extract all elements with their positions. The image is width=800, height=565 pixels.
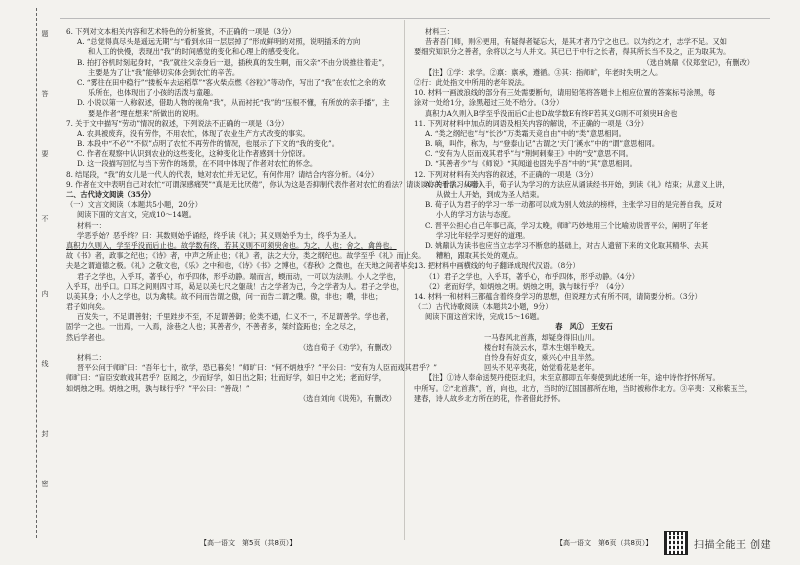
right-text-line: （1）君子之学也，入乎耳，著乎心，布乎四体，形乎动静。（4分）	[425, 271, 639, 281]
right-text-line: C. 晋平公担心自己年事已高，学习太晚，师旷巧妙地用三个比喻劝说晋平公，阐明了年老	[425, 220, 708, 230]
right-text-line: 建春，诗人故乡北方所在的花，作者借此抒怀。	[414, 393, 565, 403]
top-rule	[60, 18, 770, 19]
right-text-line: 中所写。②“北首燕”，首，向也，北方，当时的辽国国都所在地，当时被称作北方。③辛夷：又称紫玉兰，	[414, 383, 752, 393]
binding-label: 不	[41, 215, 49, 222]
left-text-line: 真积力久则入，学至乎没而后止也。故学数有终，若其义则不可须臾舍也。为之，人也；舍之，禽兽也。	[66, 240, 397, 250]
left-text-line: 君子如向矣。	[66, 302, 110, 312]
left-text-line: 8. 结尾段，“我”的女儿是一代人的代表，她对农忙并无记忆，有何作用？请结合内容分析。（4分）	[66, 169, 379, 179]
binding-label: 题	[41, 30, 49, 37]
left-text-line: 学恶乎始？恶乎终？曰：其数则始乎诵经，终乎读《礼》；其义则始乎为士，终乎为圣人。	[77, 230, 361, 240]
left-text-line: 君子之学也，入乎耳，著乎心，布乎四体，形乎动静。端而言，蝡而动，一可以为法则。小人之学也，	[77, 271, 401, 281]
left-text-line: C. 作者在观察中认识到农业的这些变化，这种变化让作者感到十分惊讶。	[77, 149, 310, 159]
left-text-line: 材料二：	[77, 353, 106, 362]
right-text-line: 小人的学习方法与态度。	[436, 210, 516, 220]
right-text-line: 阅读下面这首宋诗，完成15～16题。	[425, 312, 544, 322]
left-text-line: 夫是之谓道德之极。《礼》之敬文也，《乐》之中和也，《诗》《书》之博也，《春秋》之微也，在天地之间者毕矣。	[66, 261, 422, 271]
right-text-line: 材料三：	[425, 27, 454, 36]
page-footer-right: 【高一语文 第6页（共8页）】	[556, 539, 653, 547]
watermark-text: 扫描全能王 创建	[694, 539, 772, 551]
binding-label: 要	[41, 150, 49, 157]
right-text-line: （选自姚鼐《仪郑堂记》，有删改）	[642, 57, 754, 67]
left-text-line: 要是作者“理在想来”所做出的说明。	[88, 108, 204, 118]
right-text-line: 昔者吾门师，则⑥更用，有疑得者疑忘大，是其才者乃宁之也已。以为约之才，志学不足。又如	[425, 37, 727, 47]
left-text-line: B. 拍打谷机时刻起身时，“我”就往父亲身后一退，插秧真的发生啊，而父亲“不由分说推往着走”，	[77, 57, 390, 67]
left-text-line: 入乎耳，出乎口。口耳之间则四寸耳，曷足以美七尺之躯哉！古之学者为己，今之学者为人。君子之学也，	[66, 281, 404, 291]
left-text-line: 材料一：	[77, 220, 106, 230]
left-text-line: 如炳烛之明。炳烛之明，孰与昧行乎？”平公曰：“善哉！”	[66, 383, 250, 393]
binding-dashed-line	[36, 8, 37, 538]
left-text-line: 固学一之也。一出焉，一入焉，涂巷之人也；其善者少，不善者多，桀纣盗跖也；全之尽之，	[66, 322, 361, 332]
right-text-line: 14. 材料一和材料三都蕴含着终身学习的思想，但说理方式有所不同，请简要分析。（3分）	[414, 291, 702, 301]
right-text-line: 12. 下列对材料有关内容的叙述，不正确的一项是（3分）	[414, 169, 598, 179]
right-text-line: 【注】①诗人奉命送契丹使臣北归，未至京都即五年奏使到此述所一年，途中诗作抒怀所写。	[425, 373, 720, 383]
right-text-line: 真积力A久则入B学至乎没而后C止也D故学数E有终F若其义G则不可须臾H舍也	[425, 108, 678, 118]
left-text-line: D. 小说以第一人称叙述，借助人物的视角“我”，从而衬托“我”的“压根不懂，有所放的亲手播”，主	[77, 98, 390, 108]
right-text-line: 10. 材料一画波浪线的部分有三处需要断句，请用铅笔将答题卡上相应位置的答案标号涂黑，每	[414, 88, 716, 98]
left-text-line: A. “总觉得真尽头是遥远无期”与“看到水田一层层掉了”形成鲜明的对照，说明插禾的方向	[77, 37, 361, 47]
right-text-line: 一马春风北首燕，却疑身得旧山川。	[484, 332, 600, 342]
right-text-line: D. “其善者少”与《师说》“其闻道也固先乎吾”中的“其”意思相同。	[425, 159, 637, 169]
right-text-line: A. 关于学习从哪入手，荀子认为学习的方法应从诵读经书开始，到读《礼》结束；从意义上讲，	[425, 179, 730, 189]
right-text-line: 糟粕，跟取其长处的观点。	[436, 251, 523, 261]
left-text-line: 7. 关于文中描写“劳动”情况的叙述，下列说法不正确的一项是（3分）	[66, 118, 289, 128]
left-text-line: B. 本段中“不必”“不似”点明了农忙不再劳作的情况，也展示了下文的“我的变化”。	[77, 139, 339, 149]
binding-label: 线	[41, 360, 49, 367]
right-text-line: 涂对一处给1分，涂黑超过三处不给分。（3分）	[414, 98, 564, 108]
left-text-line: （选自荀子《劝学》，有删改）	[298, 342, 396, 352]
scanner-watermark	[664, 531, 771, 555]
right-text-line: B. 荀子认为君子的学习一举一动都可以成为别人效法的榜样，主张学习目的是完善自我，反对	[425, 200, 723, 210]
right-text-line: 从做士人开始，到成为圣人结束。	[436, 190, 544, 199]
binding-label: 封	[41, 430, 49, 437]
right-text-line: 11. 下列对材料中加点的词语及相关内容的解说，不正确的一项是（3分）	[414, 118, 648, 128]
right-text-line: B. 嘀，叫作，称为，与“登泰山记”古谓之‘天门’溪水”中的“谓”意思相同。	[425, 139, 660, 149]
left-text-line: 9. 作者在文中表明自己对农忙“可谓深感痛哭”“真是无比厌倦”，你认为这是否抑制代表作者对农忙的看法？请谈谈你的看法。（6分）	[66, 179, 487, 189]
right-text-line: 自怜身有好贞女，乘兴心中且半然。	[484, 353, 600, 362]
right-text-line: （2）老而好学，如炳烛之明。炳烛之明，孰与昧行乎？（4分）	[425, 281, 629, 291]
left-text-line: 和人工的快慢，表现出“我”的时间感觉的变化和心理上的感受变化。	[88, 47, 304, 57]
right-text-line: 回头不见辛夷花，始觉看花是老年。	[484, 363, 600, 373]
right-text-line: 要细究知识分之善者，余将以之与人并文。其已已于中行之长者，得其所长当不及之，正为取其为。	[414, 47, 731, 57]
right-text-line: 13. 把材料中画横线的句子翻译成现代汉语。（8分）	[414, 261, 580, 271]
left-text-line: A. 农具被废弃，没有劳作，不用农忙，体现了农业生产方式改变的事实。	[77, 128, 310, 138]
left-text-line: 故《书》者，政事之纪也；《诗》者，中声之所止也；《礼》者，法之大分，类之纲纪也。故学至乎《礼》而止矣。	[66, 251, 426, 261]
binding-label: 内	[41, 290, 49, 297]
binding-label: 答	[41, 90, 49, 97]
right-text-line: 楼台时有淡云水，草木生烟半晚天。	[484, 342, 600, 352]
binding-strip	[0, 0, 62, 565]
left-text-line: 晋平公问于师旷曰：“吾年七十，欲学，恐已暮矣！”师旷曰：“何不炳烛乎？”平公曰：“安有为人臣而戏其君乎？”	[77, 363, 437, 373]
right-text-line: A. “类之纲纪也”与“长沙”万类霜天竞自由”中的“类”意思相同。	[425, 128, 626, 138]
column-divider	[404, 20, 405, 540]
right-text-line: （二）古代诗歌阅读（本题共2小题，9分）	[414, 302, 553, 312]
left-text-line: 二、古代诗文阅读（35分）	[66, 190, 156, 199]
right-text-line: D. 姚鼐认为读书也应当立志学习不断怠的基础上，对古人遗留下来的文化取其精华、去其	[425, 240, 709, 250]
left-text-line: 百发失一，不足谓善射；千里跬步不至，不足谓善御；伦类不通，仁义不一，不足谓善学。学也者，	[77, 312, 394, 322]
left-text-line: （选自刘向《说苑》，有删改）	[298, 393, 396, 403]
left-text-line: 然后学者也。	[66, 332, 110, 342]
qr-code-icon	[664, 531, 688, 555]
right-text-line: ②行：此处指文中所用的老年说法。	[414, 77, 530, 87]
right-text-line: 春 风① 王安石	[555, 322, 613, 332]
left-text-line: 主要是为了让“我”能够切实体会到农忙的辛苦。	[88, 67, 240, 77]
left-text-line: 阅读下面的文言文，完成10～14题。	[77, 210, 196, 220]
left-text-line: 乐所在，也体现出了小孩的活泼与童趣。	[88, 88, 218, 98]
binding-label: 密	[41, 480, 49, 487]
right-text-line: 【注】①学：求学。②禀：禀承，遵循。③其：指师旷，年老时失明之人。	[425, 67, 663, 77]
left-text-line: 以美其身；小人之学也，以为禽犊。故不问而告谓之傲，问一而告二谓之囋。傲，非也；囋，非也；	[66, 291, 383, 301]
right-text-line: C. “安有为人臣而戏其君乎”与“荆轲刺秦王》中的“安”意思不同。	[425, 149, 633, 159]
left-text-line: （一）文言文阅读（本题共5小题，20分）	[66, 200, 202, 210]
left-text-line: 6. 下列对文本相关内容和艺术特色的分析鉴赏，不正确的一项是（3分）	[66, 27, 296, 36]
right-page-column	[414, 27, 754, 404]
left-text-line: 师旷曰：“盲臣安敢戏其君乎？臣闻之，少而好学，如日出之阳；壮而好学，如日中之光；老而好学，	[66, 373, 386, 383]
left-text-line: D. 这一段描写回忆与当下劳作的场景，在不同中体现了作者对农忙的怀念。	[77, 159, 318, 169]
left-text-line: C. “雾往在田中稳行”“搂板车去运稻草”“客火柴点燃《谷粒》”等动作，写出了“我”在农忙之余的欢	[77, 77, 386, 87]
right-text-line: 学习比年轻学习更好的道理。	[436, 230, 530, 240]
page-footer-left: 【高一语文 第5页（共8页）】	[200, 539, 297, 547]
